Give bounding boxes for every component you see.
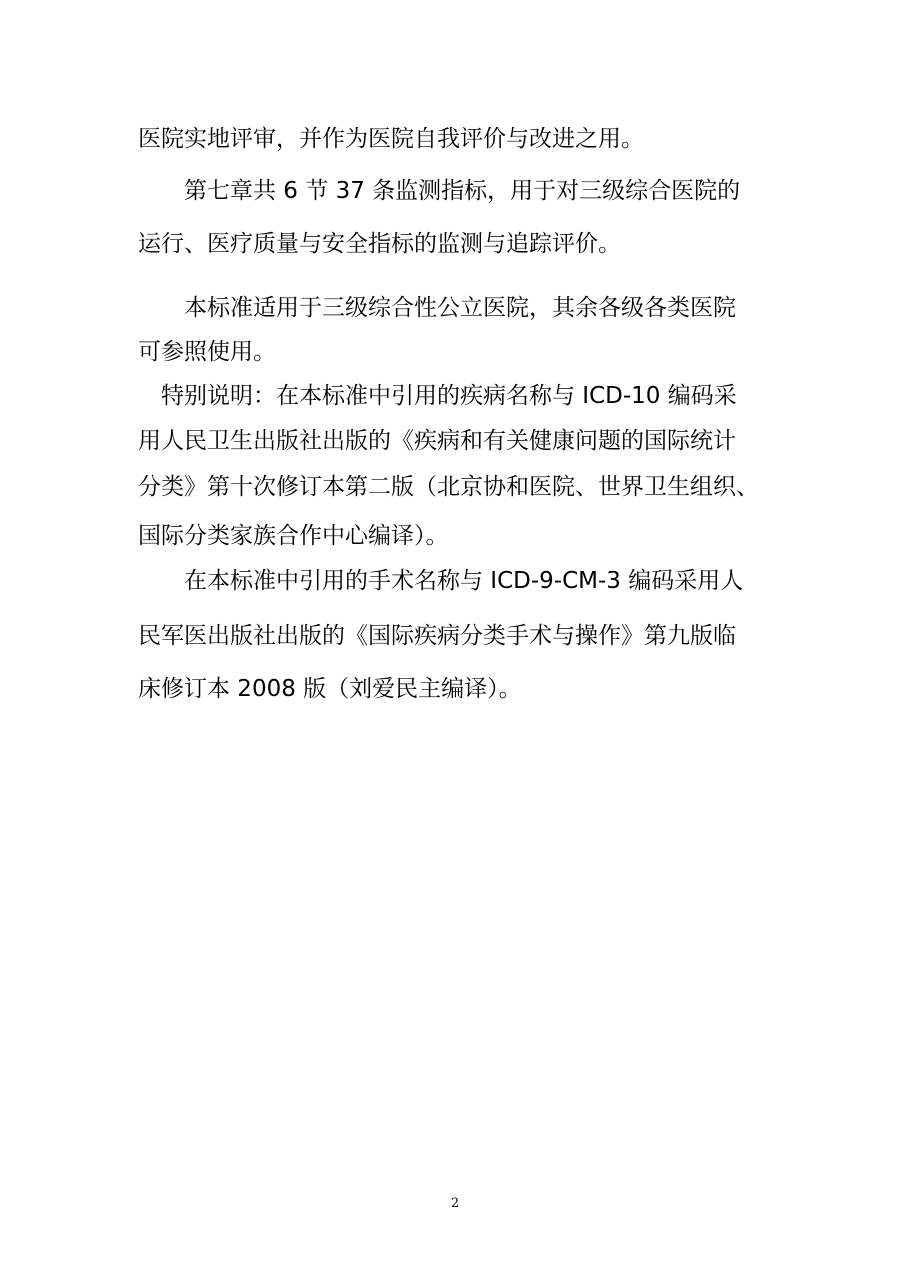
text-line-7: 用人民卫生出版社出版的《疾病和有关健康问题的国际统计	[138, 428, 736, 454]
text-line-1: 医院实地评审，并作为医院自我评价与改进之用。	[138, 126, 644, 152]
text-line-8: 分类》第十次修订本第二版（北京协和医院、世界卫生组织、	[138, 474, 759, 500]
text-line-11: 民军医出版社出版的《国际疾病分类手术与操作》第九版临	[138, 623, 736, 649]
text-line-5: 可参照使用。	[138, 339, 276, 365]
text-line-10: 在本标准中引用的手术名称与 ICD-9-CM-3 编码采用人	[138, 568, 744, 594]
text-line-2: 第七章共 6 节 37 条监测指标，用于对三级综合医院的	[138, 178, 741, 204]
page-number: 2	[450, 1196, 460, 1211]
text-line-9: 国际分类家族合作中心编译）。	[138, 523, 449, 549]
text-line-3: 运行、医疗质量与安全指标的监测与追踪评价。	[138, 231, 621, 257]
text-line-4: 本标准适用于三级综合性公立医院，其余各级各类医院	[138, 295, 736, 321]
text-line-12: 床修订本 2008 版（刘爱民主编译）。	[138, 676, 522, 702]
text-line-6: 特别说明：在本标准中引用的疾病名称与 ICD-10 编码采	[138, 383, 737, 409]
